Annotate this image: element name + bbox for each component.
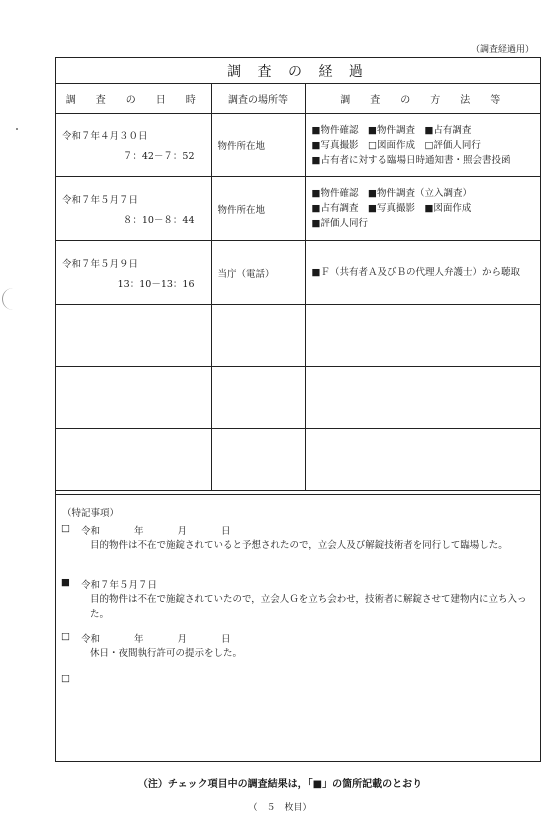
note-checkbox: □ [61,631,70,642]
method-cell [305,367,540,429]
note-entry [60,523,532,553]
datetime-cell [56,367,211,429]
note-date: 令和７年５月７日 [81,580,158,591]
note-year: 年 [134,634,144,645]
investigation-log-table [56,83,540,491]
place-cell [211,429,305,491]
date-text: 令和７年５月９日 [62,258,139,270]
table-row [56,177,540,241]
place-cell [211,367,305,429]
method-cell [305,305,540,367]
date-text: 令和７年５月７日 [62,194,139,206]
note-entry [60,673,532,684]
note-checkbox: □ [61,673,70,684]
table-header-row [56,83,540,114]
datetime-cell [56,241,211,305]
method-cell [305,429,540,491]
datetime-cell [56,429,211,491]
empty-row [56,367,540,429]
note-day: 日 [221,634,231,645]
note-body: 目的物件は不在で施錠されていたので，立会人Ｇを立ち会わせ，技術者に解錠させて建物内に立ち入った。 [90,594,527,620]
place-cell [211,241,305,305]
date-text: 令和７年４月３０日 [62,131,148,142]
note-era: 令和 [81,526,101,537]
header-place: 調査の場所等 [211,83,305,114]
method-cell [305,177,540,241]
note-body: 目的物件は不在で施錠されていると予想されたので，立会人及び解錠技術者を同行して臨場した。 [90,540,508,551]
note-checkbox: ■ [61,577,70,588]
note-entry [60,577,532,622]
place-cell [211,177,305,241]
method-line: ■Ｆ（共有者Ａ及びＢの代理人弁護士）から聴取 [311,267,520,278]
datetime-cell [56,114,211,177]
page-number: （ ５ 枚目） [248,803,312,813]
method-line: ■評価人同行 [311,218,368,229]
place-text: 物件所在地 [217,141,266,152]
method-cell [305,114,540,177]
place-text: 物件所在地 [217,204,266,216]
notes-heading: （特記事項） [62,508,120,519]
time-text: 13：10－13：16 [117,278,195,290]
header-datetime: 調 査 の 日 時 [56,83,211,114]
header-method: 調 査 の 方 法 等 [305,83,540,114]
note-month: 月 [177,526,188,537]
time-text: ７：42－７：52 [122,151,195,162]
note-checkbox: □ [61,523,70,534]
footer-note: （注）チェック項目中の調査結果は，「■」の箇所記載のとおり [137,779,423,790]
method-line: ■物件確認 ■物件調査（立入調査） [311,188,472,199]
method-cell [305,241,540,305]
table-row [56,114,540,177]
datetime-cell [56,177,211,241]
note-entry [60,631,532,661]
table-row [56,241,540,305]
form-title: 調 査 の 経 過 [56,58,540,84]
note-month: 月 [177,634,188,645]
place-cell [211,305,305,367]
time-text: ８：10－８：44 [122,214,195,226]
place-cell [211,114,305,177]
method-line: ■占有者に対する臨場日時通知書・照会書投函 [311,154,511,166]
method-line: ■写真撮影 □図面作成 □評価人同行 [311,139,481,151]
scan-mark [16,128,18,130]
empty-row [56,305,540,367]
note-year: 年 [134,526,144,537]
punch-hole-mark [2,288,15,310]
note-body: 休日・夜間執行許可の提示をした。 [90,648,243,659]
form-type-label: （調査経過用） [470,45,534,55]
investigation-record-form [55,57,541,762]
place-text: 当庁（電話） [217,268,275,280]
method-line: ■物件確認 ■物件調査 ■占有調査 [311,124,472,136]
method-line: ■占有調査 ■写真撮影 ■図面作成 [311,203,472,214]
note-day: 日 [221,526,231,537]
empty-row [56,429,540,491]
note-era: 令和 [81,634,101,645]
datetime-cell [56,305,211,367]
special-notes-section [56,494,540,761]
